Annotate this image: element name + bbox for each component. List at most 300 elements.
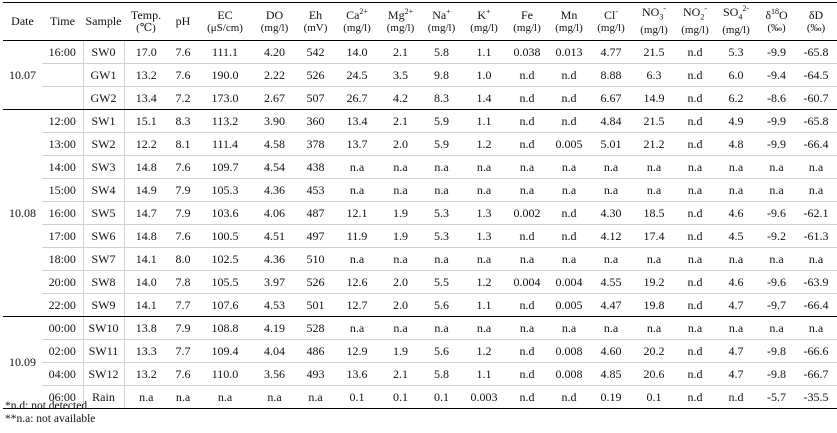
value-cell: n.d: [676, 225, 714, 248]
value-cell: 0.19: [590, 386, 632, 409]
value-cell: n.d: [506, 64, 548, 87]
value-cell: 1.2: [462, 133, 506, 156]
value-cell: 5.3: [714, 41, 758, 64]
value-cell: -9.7: [758, 294, 795, 317]
value-cell: -65.8: [795, 110, 837, 133]
value-cell: n.a: [714, 179, 758, 202]
column-header-label: [682, 4, 707, 22]
value-cell: 0.1: [380, 386, 421, 409]
value-cell: n.a: [462, 317, 506, 340]
value-cell: 1.9: [380, 340, 421, 363]
value-cell: n.a: [462, 156, 506, 179]
value-cell: n.d: [548, 202, 590, 225]
value-cell: 19.2: [632, 271, 676, 294]
time-cell: 06:00: [42, 386, 83, 409]
value-cell: 14.0: [124, 271, 168, 294]
sample-cell: SW0: [83, 41, 124, 64]
value-cell: n.a: [421, 179, 462, 202]
value-cell: 4.30: [590, 202, 632, 225]
value-cell: n.d: [676, 363, 714, 386]
header-unit: (μS/cm): [207, 21, 243, 34]
value-cell: n.a: [632, 156, 676, 179]
value-cell: 3.56: [252, 363, 297, 386]
header-name: Na: [432, 7, 447, 22]
value-cell: 4.7: [714, 294, 758, 317]
value-cell: 5.3: [421, 202, 462, 225]
value-cell: 13.3: [124, 340, 168, 363]
column-header-label: [765, 8, 787, 22]
value-cell: n.a: [198, 386, 252, 409]
value-cell: 6.2: [714, 87, 758, 110]
value-cell: n.d: [548, 225, 590, 248]
column-header: [421, 3, 462, 41]
value-cell: n.a: [676, 179, 714, 202]
table-body: [3, 41, 837, 409]
value-cell: n.d: [506, 110, 548, 133]
sample-cell: SW6: [83, 225, 124, 248]
value-cell: 14.8: [124, 156, 168, 179]
header-name: δ: [765, 7, 771, 22]
value-cell: 526: [297, 64, 334, 87]
value-cell: 17.0: [124, 41, 168, 64]
value-cell: 110.0: [198, 363, 252, 386]
column-header: [297, 3, 334, 41]
column-header: [462, 3, 506, 41]
value-cell: n.d: [506, 87, 548, 110]
table-row: [3, 133, 837, 156]
value-cell: 5.8: [421, 41, 462, 64]
header-superscript: -: [663, 4, 666, 14]
value-cell: -60.7: [795, 87, 837, 110]
value-cell: 6.67: [590, 87, 632, 110]
value-cell: 105.3: [198, 179, 252, 202]
value-cell: 7.7: [168, 294, 198, 317]
value-cell: 8.88: [590, 64, 632, 87]
value-cell: 12.9: [334, 340, 380, 363]
value-cell: n.d: [676, 386, 714, 409]
table-row: [3, 64, 837, 87]
value-cell: -9.6: [758, 271, 795, 294]
value-cell: 4.9: [714, 110, 758, 133]
column-header: [714, 3, 758, 41]
sample-cell: SW12: [83, 363, 124, 386]
value-cell: -66.6: [795, 340, 837, 363]
header-subscript: 2: [700, 12, 705, 22]
value-cell: 1.3: [462, 225, 506, 248]
value-cell: 8.0: [168, 248, 198, 271]
time-cell: 20:00: [42, 271, 83, 294]
value-cell: 4.36: [252, 179, 297, 202]
sample-cell: SW2: [83, 133, 124, 156]
value-cell: 526: [297, 271, 334, 294]
sample-cell: SW9: [83, 294, 124, 317]
value-cell: 7.6: [168, 64, 198, 87]
value-cell: 453: [297, 179, 334, 202]
value-cell: n.a: [421, 248, 462, 271]
sample-cell: SW11: [83, 340, 124, 363]
header-unit: (‰): [767, 21, 786, 34]
value-cell: 0.1: [334, 386, 380, 409]
value-cell: 7.2: [168, 87, 198, 110]
header-name: Temp.: [130, 7, 162, 22]
column-header: [590, 3, 632, 41]
sample-cell: Rain: [83, 386, 124, 409]
table-row: [3, 340, 837, 363]
value-cell: -9.8: [758, 340, 795, 363]
value-cell: 2.1: [380, 41, 421, 64]
value-cell: 14.1: [124, 248, 168, 271]
header-name: EC: [217, 7, 233, 22]
time-cell: [42, 64, 83, 87]
value-cell: 438: [297, 156, 334, 179]
header-unit: (mg/l): [555, 21, 583, 34]
header-name: Cl: [603, 7, 616, 22]
header-superscript: 2+: [359, 6, 368, 16]
value-cell: 0.004: [506, 271, 548, 294]
value-cell: n.a: [632, 317, 676, 340]
value-cell: 4.5: [714, 225, 758, 248]
value-cell: -66.7: [795, 363, 837, 386]
value-cell: 102.5: [198, 248, 252, 271]
value-cell: n.d: [676, 87, 714, 110]
sample-cell: SW7: [83, 248, 124, 271]
value-cell: 5.3: [421, 225, 462, 248]
time-cell: 22:00: [42, 294, 83, 317]
sample-cell: SW5: [83, 202, 124, 225]
value-cell: n.a: [462, 248, 506, 271]
header-name: NO: [641, 5, 660, 20]
value-cell: n.d: [506, 133, 548, 156]
value-cell: n.a: [758, 317, 795, 340]
value-cell: n.a: [676, 248, 714, 271]
value-cell: 1.3: [462, 202, 506, 225]
header-subscript: 4: [738, 12, 743, 22]
value-cell: n.a: [380, 179, 421, 202]
value-cell: 21.5: [632, 41, 676, 64]
value-cell: n.a: [714, 317, 758, 340]
sample-cell: SW8: [83, 271, 124, 294]
value-cell: n.a: [795, 179, 837, 202]
value-cell: -9.2: [758, 225, 795, 248]
value-cell: n.d: [676, 64, 714, 87]
value-cell: n.a: [334, 317, 380, 340]
value-cell: 1.0: [462, 64, 506, 87]
value-cell: n.a: [506, 156, 548, 179]
value-cell: 378: [297, 133, 334, 156]
header-subscript: 3: [659, 12, 664, 22]
column-header: [380, 3, 421, 41]
header-row: [3, 3, 837, 41]
value-cell: 1.1: [462, 41, 506, 64]
value-cell: 19.8: [632, 294, 676, 317]
value-cell: 1.1: [462, 294, 506, 317]
value-cell: 13.7: [334, 133, 380, 156]
value-cell: 487: [297, 202, 334, 225]
value-cell: 5.6: [421, 340, 462, 363]
value-cell: 0.004: [548, 271, 590, 294]
value-cell: 510: [297, 248, 334, 271]
value-cell: 2.1: [380, 363, 421, 386]
value-cell: -8.6: [758, 87, 795, 110]
value-cell: 7.9: [168, 317, 198, 340]
value-cell: n.a: [590, 317, 632, 340]
value-cell: 15.1: [124, 110, 168, 133]
header-name: Eh: [308, 7, 323, 22]
value-cell: -62.1: [795, 202, 837, 225]
column-header-label: [641, 4, 666, 22]
value-cell: n.d: [548, 64, 590, 87]
value-cell: -5.7: [758, 386, 795, 409]
value-cell: 542: [297, 41, 334, 64]
header-name: Time: [50, 14, 75, 28]
column-header: [252, 3, 297, 41]
value-cell: n.a: [676, 317, 714, 340]
header-unit: (mg/l): [597, 21, 625, 34]
value-cell: 1.2: [462, 340, 506, 363]
time-cell: [42, 87, 83, 110]
value-cell: 7.9: [168, 179, 198, 202]
header-unit: (mg/l): [343, 21, 371, 34]
header-unit: (mg/l): [722, 23, 750, 36]
value-cell: 14.7: [124, 202, 168, 225]
value-cell: 113.2: [198, 110, 252, 133]
value-cell: -66.4: [795, 294, 837, 317]
column-header: [83, 3, 124, 41]
value-cell: 5.9: [421, 110, 462, 133]
time-cell: 16:00: [42, 202, 83, 225]
column-header-label: [346, 8, 368, 22]
value-cell: 21.5: [632, 110, 676, 133]
value-cell: 4.54: [252, 156, 297, 179]
sample-cell: SW4: [83, 179, 124, 202]
value-cell: 507: [297, 87, 334, 110]
value-cell: 2.0: [380, 294, 421, 317]
column-header-label: [86, 14, 122, 28]
column-header-label: [131, 8, 161, 22]
table-row: [3, 248, 837, 271]
header-superscript: -: [615, 6, 618, 16]
value-cell: n.d: [714, 386, 758, 409]
value-cell: 111.1: [198, 41, 252, 64]
value-cell: 4.2: [380, 87, 421, 110]
value-cell: n.a: [795, 156, 837, 179]
value-cell: n.a: [632, 248, 676, 271]
column-header-label: [176, 14, 191, 28]
value-cell: 4.6: [714, 202, 758, 225]
date-cell: 10.07: [3, 41, 42, 110]
value-cell: 13.2: [124, 363, 168, 386]
value-cell: n.a: [380, 156, 421, 179]
column-header: [795, 3, 837, 41]
value-cell: 0.1: [421, 386, 462, 409]
table-row: [3, 202, 837, 225]
header-name: Fe: [521, 7, 533, 22]
column-header-label: [722, 4, 749, 22]
time-cell: 18:00: [42, 248, 83, 271]
value-cell: 190.0: [198, 64, 252, 87]
value-cell: -9.6: [758, 202, 795, 225]
value-cell: 1.4: [462, 87, 506, 110]
value-cell: 14.8: [124, 225, 168, 248]
value-cell: 7.6: [168, 363, 198, 386]
value-cell: n.a: [421, 317, 462, 340]
value-cell: 12.7: [334, 294, 380, 317]
value-cell: n.a: [548, 179, 590, 202]
value-cell: 5.8: [421, 363, 462, 386]
value-cell: 21.2: [632, 133, 676, 156]
value-cell: 14.1: [124, 294, 168, 317]
value-cell: 528: [297, 317, 334, 340]
value-cell: 0.003: [462, 386, 506, 409]
value-cell: n.d: [676, 41, 714, 64]
value-cell: 9.8: [421, 64, 462, 87]
value-cell: 20.2: [632, 340, 676, 363]
header-name: Date: [11, 14, 34, 28]
value-cell: n.a: [421, 156, 462, 179]
value-cell: 13.2: [124, 64, 168, 87]
value-cell: n.a: [334, 179, 380, 202]
value-cell: 486: [297, 340, 334, 363]
time-cell: 04:00: [42, 363, 83, 386]
value-cell: 493: [297, 363, 334, 386]
value-cell: n.d: [506, 294, 548, 317]
column-header-label: [432, 8, 451, 22]
column-header: [3, 3, 42, 41]
value-cell: 4.51: [252, 225, 297, 248]
value-cell: n.d: [676, 294, 714, 317]
value-cell: n.a: [590, 156, 632, 179]
value-cell: 108.8: [198, 317, 252, 340]
header-name: Mn: [560, 7, 578, 22]
header-unit: (‰): [806, 21, 826, 34]
value-cell: n.a: [548, 156, 590, 179]
table-row: [3, 110, 837, 133]
value-cell: 7.9: [168, 202, 198, 225]
value-cell: 5.9: [421, 133, 462, 156]
column-header: [758, 3, 795, 41]
value-cell: n.a: [590, 179, 632, 202]
header-unit: (mg/l): [427, 21, 456, 34]
value-cell: 1.9: [380, 202, 421, 225]
column-header-label: [388, 8, 413, 22]
value-cell: n.a: [334, 156, 380, 179]
value-cell: 4.8: [714, 133, 758, 156]
value-cell: 7.6: [168, 41, 198, 64]
value-cell: -65.8: [795, 41, 837, 64]
value-cell: 1.9: [380, 225, 421, 248]
time-cell: 12:00: [42, 110, 83, 133]
value-cell: 0.008: [548, 340, 590, 363]
table-container: [3, 2, 829, 409]
column-header: [168, 3, 198, 41]
column-header-label: [50, 14, 75, 28]
column-header-label: [217, 8, 232, 22]
value-cell: 109.4: [198, 340, 252, 363]
header-name-suffix: O: [778, 7, 788, 22]
value-cell: 20.6: [632, 363, 676, 386]
value-cell: n.d: [506, 386, 548, 409]
value-cell: 2.22: [252, 64, 297, 87]
value-cell: 107.6: [198, 294, 252, 317]
value-cell: -9.4: [758, 64, 795, 87]
value-cell: 501: [297, 294, 334, 317]
value-cell: 8.1: [168, 133, 198, 156]
value-cell: -61.3: [795, 225, 837, 248]
value-cell: 13.4: [124, 87, 168, 110]
value-cell: n.a: [548, 317, 590, 340]
table-row: [3, 225, 837, 248]
value-cell: n.d: [506, 340, 548, 363]
value-cell: 173.0: [198, 87, 252, 110]
table-row: [3, 317, 837, 340]
header-superscript: 2-: [742, 4, 749, 14]
value-cell: 13.6: [334, 363, 380, 386]
value-cell: n.d: [676, 133, 714, 156]
value-cell: 12.1: [334, 202, 380, 225]
value-cell: 497: [297, 225, 334, 248]
date-cell: 10.08: [3, 110, 42, 317]
footnotes: [5, 400, 95, 426]
header-name: K: [477, 7, 487, 22]
header-superscript: 18: [770, 6, 779, 16]
header-name: Ca: [346, 7, 360, 22]
value-cell: 0.013: [548, 41, 590, 64]
value-cell: 0.1: [632, 386, 676, 409]
value-cell: n.a: [380, 317, 421, 340]
value-cell: 111.4: [198, 133, 252, 156]
sample-cell: SW1: [83, 110, 124, 133]
value-cell: 4.58: [252, 133, 297, 156]
value-cell: 0.005: [548, 133, 590, 156]
footnote-nd: *n.d: not detected: [5, 400, 88, 412]
table-row: [3, 156, 837, 179]
value-cell: 2.0: [380, 271, 421, 294]
time-cell: 13:00: [42, 133, 83, 156]
sample-cell: GW1: [83, 64, 124, 87]
column-header-label: [604, 8, 618, 22]
column-header-label: [521, 8, 533, 22]
value-cell: n.d: [676, 202, 714, 225]
value-cell: 4.84: [590, 110, 632, 133]
value-cell: 13.4: [334, 110, 380, 133]
value-cell: n.d: [676, 340, 714, 363]
header-name: Mg: [387, 7, 405, 22]
value-cell: 1.1: [462, 110, 506, 133]
value-cell: n.a: [506, 248, 548, 271]
value-cell: 6.3: [632, 64, 676, 87]
column-header-label: [561, 8, 578, 22]
value-cell: 2.0: [380, 133, 421, 156]
value-cell: n.a: [758, 156, 795, 179]
header-name: DO: [265, 7, 284, 22]
value-cell: n.d: [548, 386, 590, 409]
column-header: [506, 3, 548, 41]
table-row: [3, 271, 837, 294]
value-cell: 0.008: [548, 363, 590, 386]
value-cell: 105.5: [198, 271, 252, 294]
column-header: [198, 3, 252, 41]
date-cell: 10.09: [3, 317, 42, 409]
value-cell: n.a: [506, 179, 548, 202]
value-cell: 2.67: [252, 87, 297, 110]
value-cell: -9.9: [758, 110, 795, 133]
value-cell: 6.0: [714, 64, 758, 87]
value-cell: 4.77: [590, 41, 632, 64]
value-cell: n.a: [758, 248, 795, 271]
value-cell: 14.9: [124, 179, 168, 202]
column-header: [548, 3, 590, 41]
time-cell: 15:00: [42, 179, 83, 202]
